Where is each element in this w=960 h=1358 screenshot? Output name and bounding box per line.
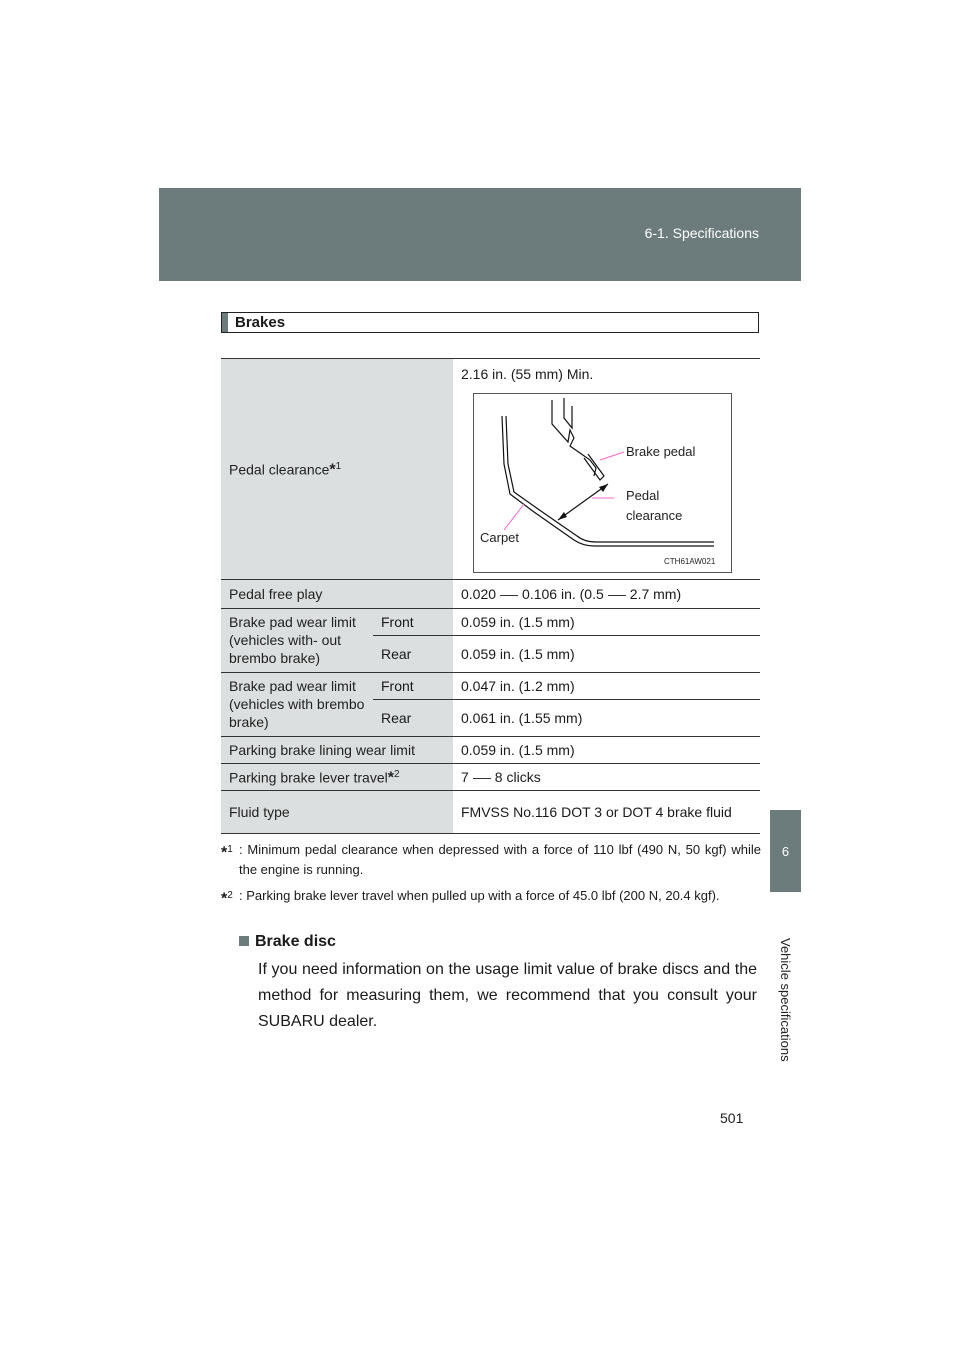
carpet-line: [502, 416, 714, 546]
row-value: 0.061 in. (1.55 mm): [453, 700, 760, 737]
row-value: 7 8 clicks: [453, 764, 760, 791]
row-value: 0.059 in. (1.5 mm): [453, 636, 760, 673]
footnotes: [221, 840, 761, 915]
pedal-clearance-diagram: [473, 393, 732, 573]
row-value: 0.047 in. (1.2 mm): [453, 673, 760, 700]
table-row: [221, 609, 760, 636]
pedal-diagram-svg: [474, 394, 729, 570]
section-title: 6-1. Specifications: [644, 225, 759, 241]
sub-label: Front: [373, 609, 453, 636]
clearance-label: clearance: [626, 508, 683, 523]
table-row: [221, 764, 760, 791]
row-label: Parking brake lever travel*$^2$: [221, 764, 453, 791]
pedal-label: Pedal: [626, 488, 660, 503]
brake-disc-section: [239, 933, 757, 1035]
row-label: Brake pad wear limit (vehicles with brembo brake): [221, 673, 373, 737]
chapter-number: 6: [781, 843, 790, 859]
table-row: [221, 673, 760, 700]
row-value: 0.020 0.106 in. (0.5 2.7 mm): [453, 580, 760, 609]
table-row: [221, 359, 760, 580]
brake-spec-table: [221, 358, 760, 834]
clearance-arrow-a: [558, 512, 567, 520]
table-row: [221, 791, 760, 834]
carpet-pointer: [504, 504, 524, 530]
brake-disc-body: If you need information on the usage limit value of brake discs and the method for measuring them, we recommend that you consult your SUBARU dealer.: [258, 961, 757, 1030]
row-value: [453, 359, 760, 580]
row-value: FMVSS No.116 DOT 3 or DOT 4 brake fluid: [453, 791, 760, 834]
sub-label: Rear: [373, 700, 453, 737]
row-label: Parking brake lining wear limit: [221, 737, 453, 764]
pedal-arm-back: [564, 398, 572, 428]
figure-code: CTH61AW021: [664, 557, 716, 566]
table-row: [221, 737, 760, 764]
footnote-2: *$^2$ : Parking brake lever travel when pulled up with a force of 45.0 lbf (200 N, 20.4 kgf).: [221, 888, 720, 908]
sub-label: Rear: [373, 636, 453, 673]
chapter-tab[interactable]: [770, 810, 801, 892]
pedal-clearance-value: 2.16 in. (55 mm) Min.: [461, 366, 594, 382]
page-number: 501: [720, 1110, 744, 1126]
footnote-1: *$^1$ : Minimum pedal clearance when depressed with a force of 110 lbf (490 N, 50 kgf) while the engine is running.: [221, 842, 761, 877]
row-value: 0.059 in. (1.5 mm): [453, 737, 760, 764]
bullet-square-icon: [239, 936, 249, 946]
clearance-arrow-b: [599, 484, 608, 492]
table-row: [221, 580, 760, 609]
carpet-label: Carpet: [480, 530, 520, 545]
row-label: Brake pad wear limit (vehicles with- out brembo brake): [221, 609, 373, 673]
row-value: 0.059 in. (1.5 mm): [453, 609, 760, 636]
carpet-line-inner: [506, 416, 714, 542]
chapter-label: Vehicle specifications: [778, 938, 793, 1062]
heading-accent: [222, 313, 228, 332]
header-band: [159, 188, 801, 281]
brake-disc-heading: Brake disc: [239, 933, 757, 951]
row-label: Fluid type: [221, 791, 453, 834]
brake-pedal-pointer: [600, 452, 624, 460]
row-label: Pedal free play: [221, 580, 453, 609]
section-heading: [221, 312, 759, 333]
brake-pedal-label: Brake pedal: [626, 444, 696, 459]
row-label: Pedal clearance*$^1$: [221, 359, 453, 580]
sub-label: Front: [373, 673, 453, 700]
heading-label: Brakes: [235, 314, 286, 331]
